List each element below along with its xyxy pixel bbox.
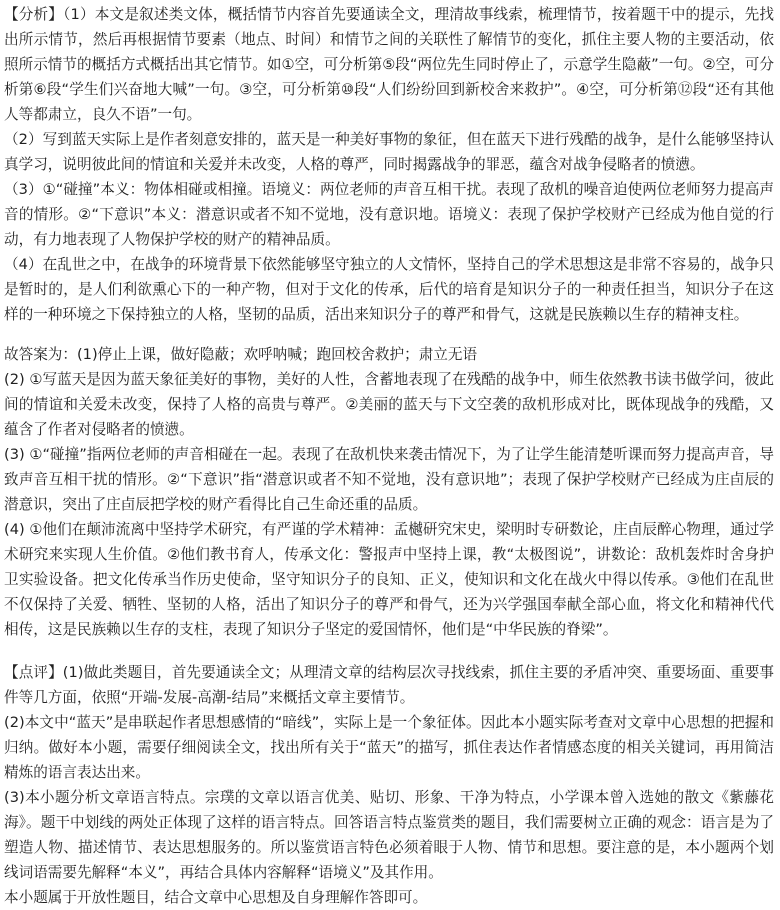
analysis-paragraph-1 <box>4 2 774 127</box>
answer-paragraph-1: 故答案为：(1)停止上课，做好隐蔽；欢呼呐喊；跑回校舍救护；肃立无语 <box>4 346 478 363</box>
answer-paragraph-2: (2) ①写蓝天是因为蓝天象征美好的事物，美好的人性，含蓄地表现了在残酷的战争中，师生依然教书读书做学问，彼此间的情谊和关爱未改变，保持了人格的高贵与尊严。②美丽的蓝天与下文空袭的敌机形成对比，既体现战争的残酷，又蕴含了作者对侵略者的愤懑。 <box>4 371 774 438</box>
analysis-paragraph-1-text: （1）本文是叙述类文体，概括情节内容首先要通读全文，理清故事线索，梳理情节，按着题干中的提示，先找出所示情节，然后再根据情节要素（地点、时间）和情节之间的关联性了解情节的变化，抓住主要人物的主要活动，依照所示情节的概括方式概括出其它情节。如①空，可分析第⑤段“两位先生同时停止了，示意学生隐蔽”一句。②空，可分析第⑥段“学生们兴奋地大喊”一句。③空，可分析第⑩段“人们纷纷回到新校舍来救护”。④空，可分析第⑫段“还有其他人等都肃立，良久不语”一句。 <box>4 6 774 123</box>
analysis-paragraph-3: （3）①“碰撞”本义：物体相碰或相撞。语境义：两位老师的声音互相干扰。表现了敌机的噪音迫使两位老师努力提高声音的情形。②“下意识”本义：潜意识或者不知不觉地，没有意识地。语境义：表现了保护学校财产已经成为他自觉的行动，有力地表现了人物保护学校的财产的精神品质。 <box>4 181 774 248</box>
answer-section <box>4 342 774 642</box>
comment-paragraph-3: (3)本小题分析文章语言特点。宗璞的文章以语言优美、贴切、形象、干净为特点，小学课本曾入选她的散文《紫藤花海》。题干中划线的两处正体现了这样的语言特点。回答语言特点鉴赏类的题目，我们需要树立正确的观念：语言是为了塑造人物、描述情节、表达思想服务的。所以鉴赏语言特色必须着眼于人物、情节和思想。要注意的是，本小题两个划线词语需要先解释“本义”，再结合具体内容解释“语境义”及其作用。 <box>4 789 774 881</box>
analysis-label: 【分析】 <box>4 6 64 23</box>
answer-paragraph-4: (4) ①他们在颠沛流离中坚持学术研究，有严谨的学术精神：孟樾研究宋史，梁明时专研数论，庄卣辰醉心物理，通过学术研究来实现人生价值。②他们教书育人，传承文化：警报声中坚持上课，教“太极图说”，讲数论：敌机轰炸时舍身护卫实验设备。把文化传承当作历史使命，坚守知识分子的良知、正义，使知识和文化在战火中得以传承。③他们在乱世不仅保持了关爱、牺牲、坚韧的人格，活出了知识分子的尊严和骨气，还为兴学强国奉献全部心血，将文化和精神代代相传，这是民族赖以生存的支柱，表现了知识分子坚定的爱国情怀，他们是“中华民族的脊梁”。 <box>4 521 774 638</box>
answer-paragraph-3: (3) ①“碰撞”指两位老师的声音相碰在一起。表现了在敌机快来袭击情况下，为了让学生能清楚听课而努力提高声音，导致声音互相干扰的情形。②“下意识”指“潜意识或者不知不觉地，没有意识地”；表现了保护学校财产已经成为庄卣辰的潜意识，突出了庄卣辰把学校的财产看得比自己生命还重的品质。 <box>4 446 774 513</box>
section-spacer <box>4 642 774 660</box>
analysis-paragraph-2: （2）写到蓝天实际上是作者刻意安排的，蓝天是一种美好事物的象征，但在蓝天下进行残酷的战争，是什么能够坚持认真学习，说明彼此间的情谊和关爱并未改变，人格的尊严，同时揭露战争的罪恶，蕴含对战争侵略者的愤懑。 <box>4 131 774 173</box>
analysis-paragraph-4: （4）在乱世之中，在战争的环境背景下依然能够坚守独立的人文情怀，坚持自己的学术思想这是非常不容易的，战争只是暂时的，是人们利欲熏心下的一种产物，但对于文化的传承，后代的培育是知识分子的一种责任担当，知识分子在这样的一种环境之下保持独立的人格，坚韧的品质，活出来知识分子的尊严和骨气，这就是民族赖以生存的精神支柱。 <box>4 256 774 323</box>
comment-paragraph-4: 本小题属于开放性题目，结合文章中心思想及自身理解作答即可。 <box>4 889 428 906</box>
analysis-section <box>4 2 774 327</box>
section-spacer <box>4 327 774 342</box>
comment-paragraph-2: (2)本文中“蓝天”是串联起作者思想感情的“暗线”，实际上是一个象征体。因此本小题实际考查对文章中心思想的把握和归纳。做好本小题，需要仔细阅读全文，找出所有关于“蓝天”的描写，抓住表达作者情感态度的相关关键词，再用简洁精炼的语言表达出来。 <box>4 714 774 781</box>
comment-section <box>4 660 774 910</box>
comment-paragraph-1: 【点评】(1)做此类题目，首先要通读全文；从理清文章的结构层次寻找线索，抓住主要的矛盾冲突、重要场面、重要事件等几方面，依照“开端-发展-高潮-结局”来概括文章主要情节。 <box>4 664 774 706</box>
